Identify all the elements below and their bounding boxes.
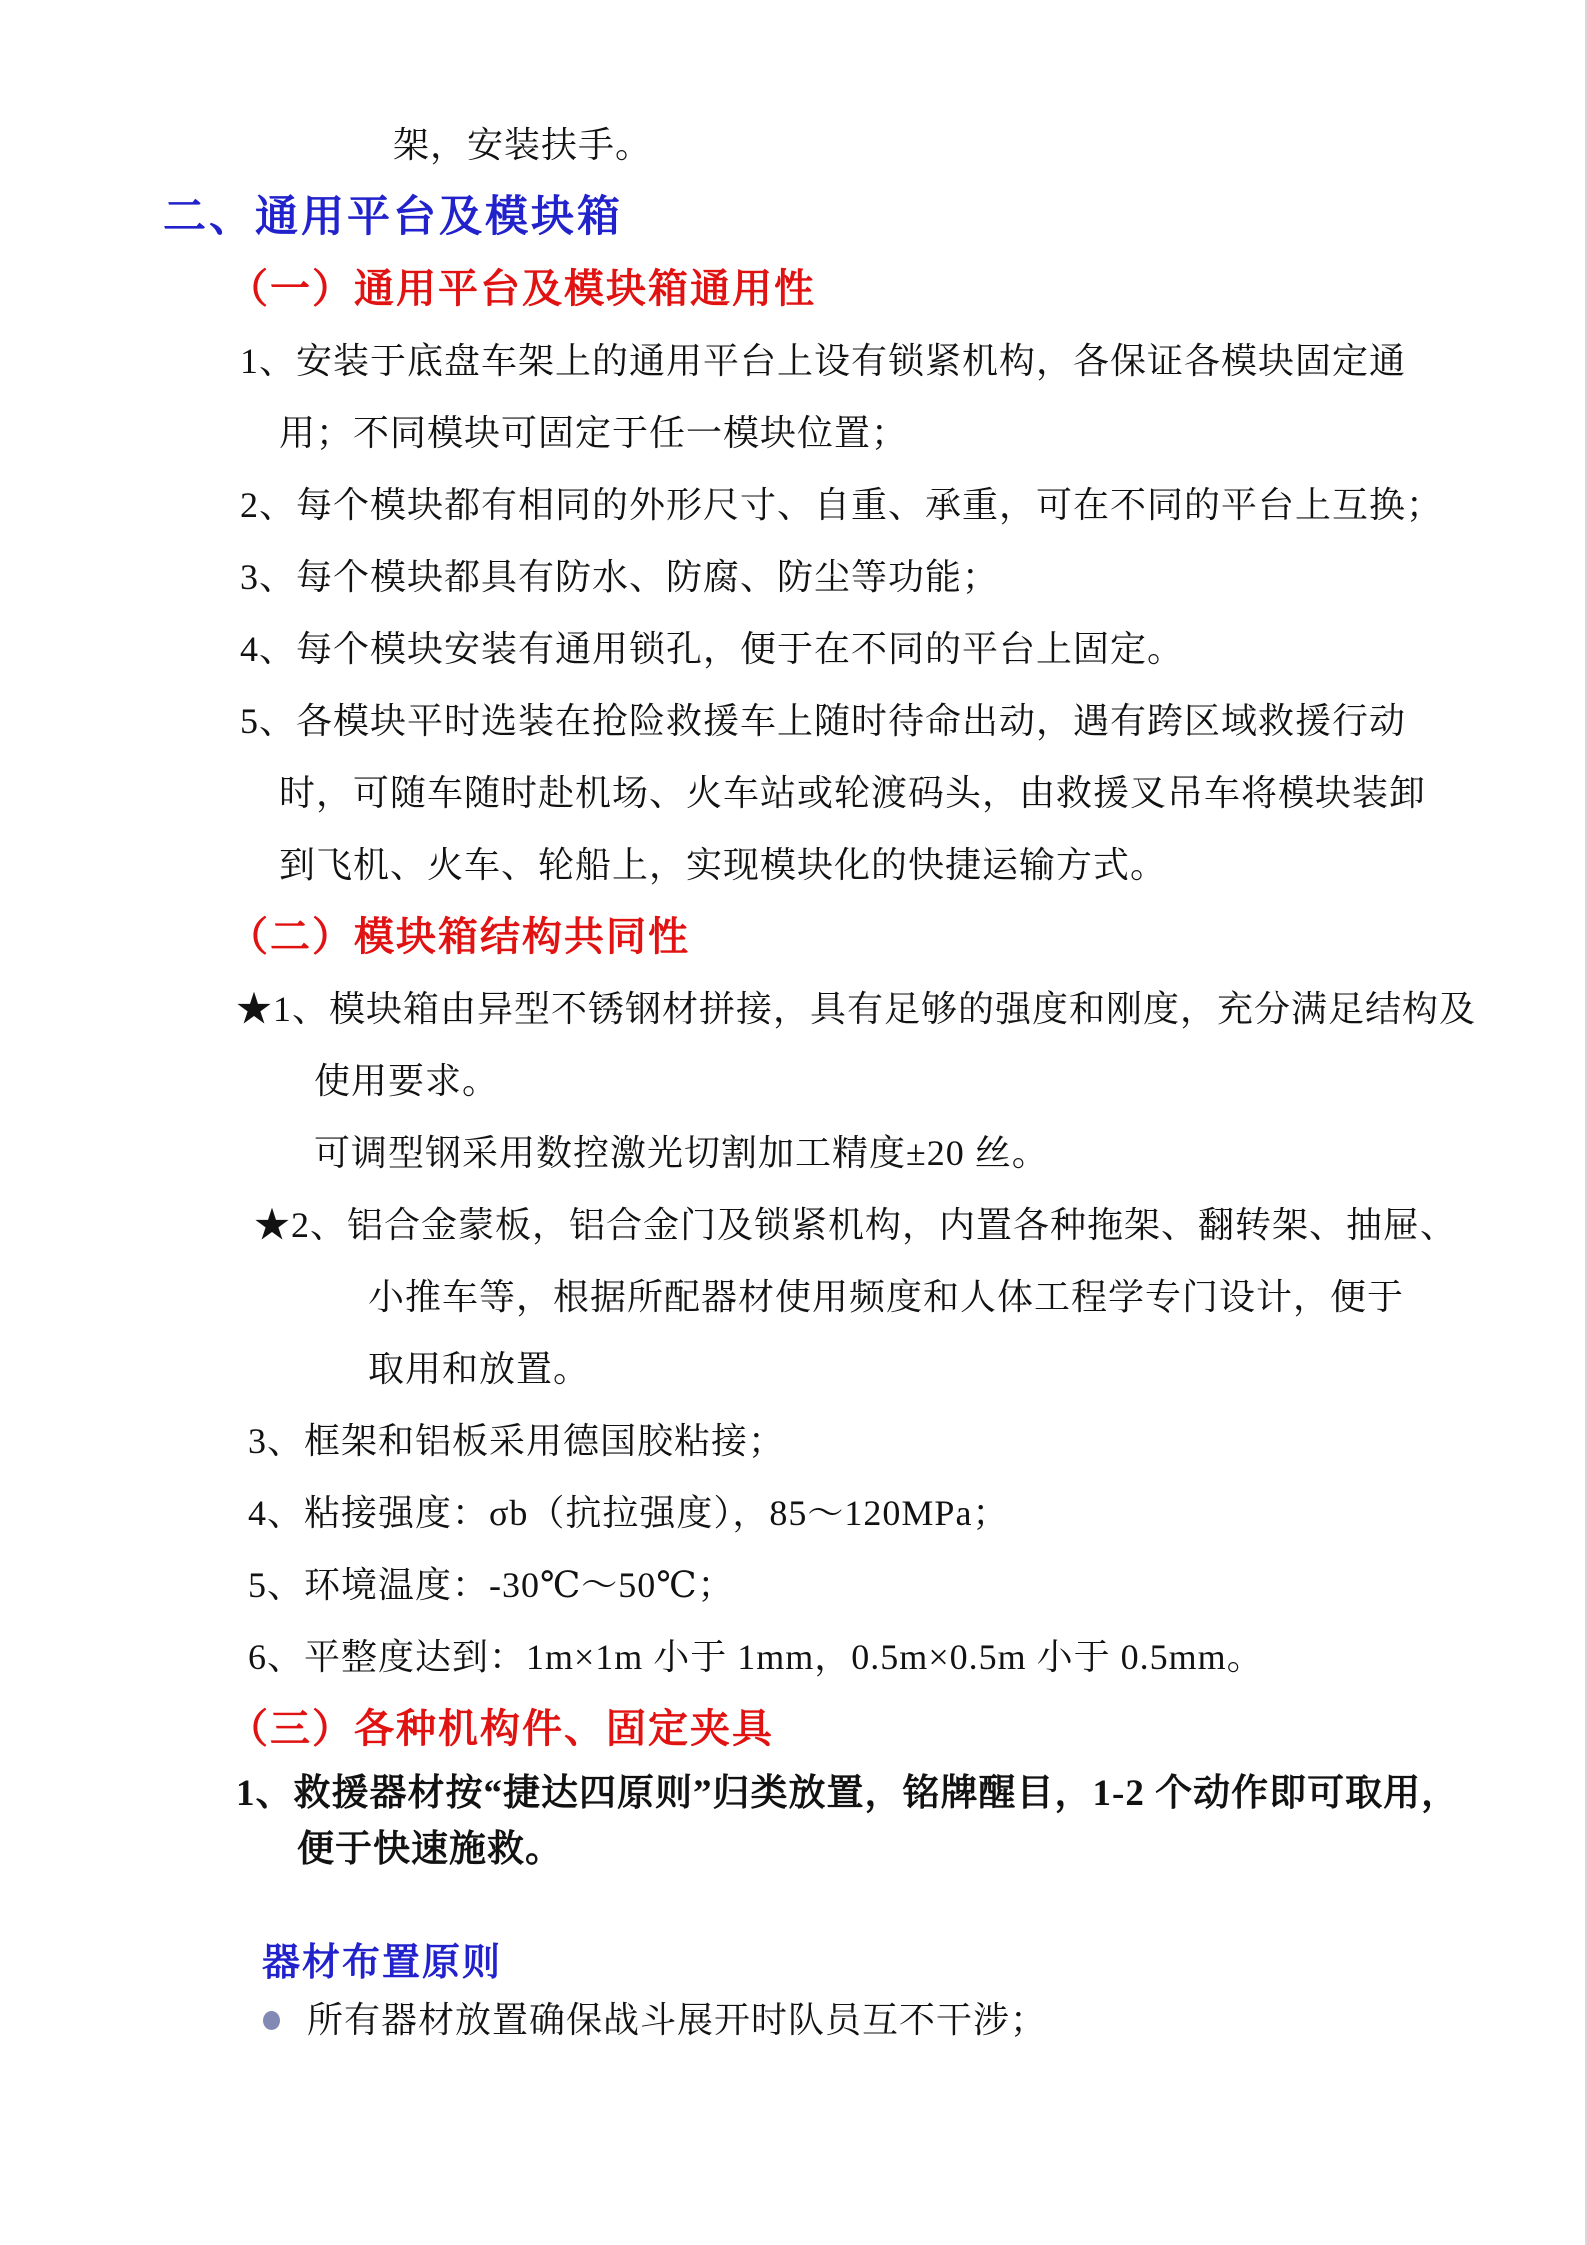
sec2-item-2-line-2: 小推车等，根据所配器材使用频度和人体工程学专门设计，便于 bbox=[368, 1277, 1405, 1317]
section-3-heading: （三）各种机构件、固定夹具 bbox=[228, 1706, 774, 1751]
sec2-item-1-line-2: 使用要求。 bbox=[314, 1061, 500, 1101]
sec1-item-5-line-2: 时，可随车随时赴机场、火车站或轮渡码头，由救援叉吊车将模块装卸 bbox=[279, 773, 1427, 813]
sec1-item-1-line-2: 用；不同模块可固定于任一模块位置； bbox=[279, 413, 909, 453]
sec2-item-1-line-3: 可调型钢采用数控激光切割加工精度±20 丝。 bbox=[314, 1133, 1049, 1173]
bullet-icon bbox=[263, 2011, 280, 2030]
sec1-item-2: 2、每个模块都有相同的外形尺寸、自重、承重，可在不同的平台上互换； bbox=[240, 485, 1444, 525]
sec2-item-4: 4、粘接强度：σb（抗拉强度），85～120MPa； bbox=[248, 1493, 1010, 1533]
sec2-item-6: 6、平整度达到：1m×1m 小于 1mm，0.5m×0.5m 小于 0.5mm。 bbox=[248, 1637, 1264, 1677]
bullet-item-text: 所有器材放置确保战斗展开时队员互不干涉； bbox=[307, 2000, 1048, 2040]
sec2-item-3: 3、框架和铝板采用德国胶粘接； bbox=[248, 1421, 786, 1461]
sec2-item-2-line-1: ★2、铝合金蒙板，铝合金门及锁紧机构，内置各种拖架、翻转架、抽屉、 bbox=[254, 1205, 1458, 1245]
sec1-item-1-line-1: 1、安装于底盘车架上的通用平台上设有锁紧机构，各保证各模块固定通 bbox=[240, 341, 1407, 381]
sec2-item-2-line-3: 取用和放置。 bbox=[368, 1349, 591, 1389]
sec1-item-5-line-1: 5、各模块平时选装在抢险救援车上随时待命出动，遇有跨区域救援行动 bbox=[240, 701, 1407, 741]
sec1-item-3: 3、每个模块都具有防水、防腐、防尘等功能； bbox=[240, 557, 1000, 597]
paragraph-gap bbox=[0, 1877, 1585, 1935]
sec1-item-5-line-3: 到飞机、火车、轮船上，实现模块化的快捷运输方式。 bbox=[279, 845, 1168, 885]
sec2-item-5: 5、环境温度：-30℃～50℃； bbox=[248, 1565, 735, 1605]
chapter-heading: 二、通用平台及模块箱 bbox=[163, 193, 623, 241]
section-2-heading: （二）模块箱结构共同性 bbox=[228, 914, 690, 959]
sec3-item-1-line-1: 1、救援器材按“捷达四原则”归类放置，铭牌醒目，1-2 个动作即可取用， bbox=[236, 1772, 1460, 1814]
sec3-item-1-line-2: 便于快速施救。 bbox=[297, 1828, 563, 1870]
section-1-heading: （一）通用平台及模块箱通用性 bbox=[228, 266, 816, 311]
bullet-list-item bbox=[0, 1991, 1585, 2049]
sec1-item-4: 4、每个模块安装有通用锁孔，便于在不同的平台上固定。 bbox=[240, 629, 1185, 669]
sec2-item-1-line-1: ★1、模块箱由异型不锈钢材拼接，具有足够的强度和刚度，充分满足结构及 bbox=[236, 989, 1477, 1029]
equipment-layout-principles-heading: 器材布置原则 bbox=[262, 1942, 503, 1984]
paragraph-continuation: 架，安装扶手。 bbox=[393, 125, 653, 165]
